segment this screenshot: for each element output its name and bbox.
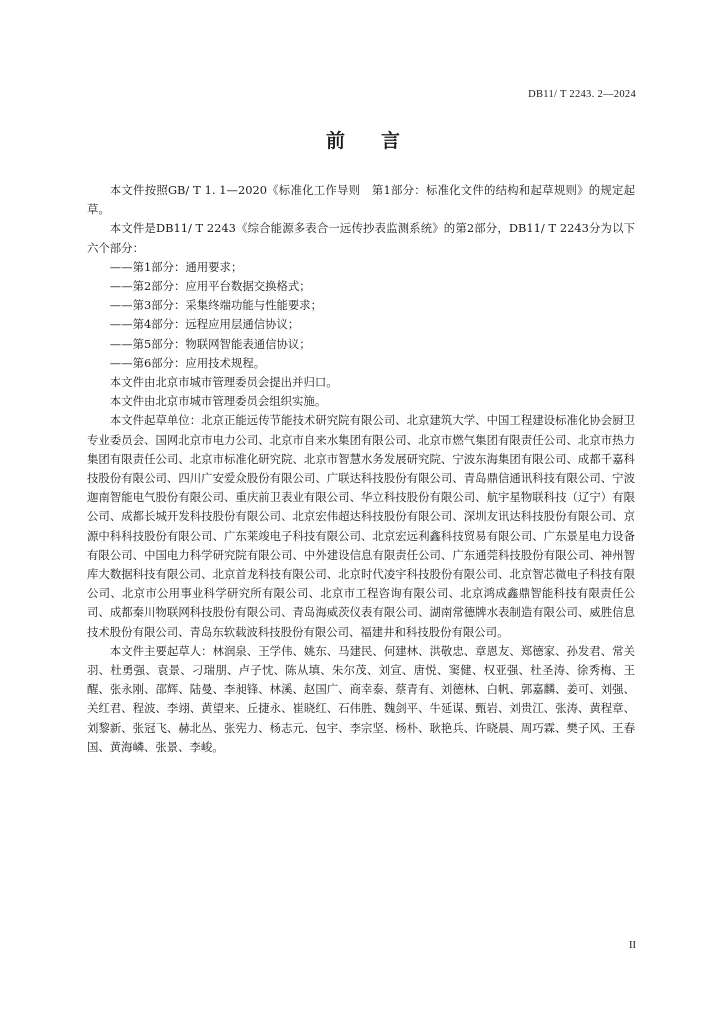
- list-item-part-2: ——第2部分：应用平台数据交换格式；: [109, 279, 311, 294]
- list-item-part-5: ——第5部分：物联网智能表通信协议；: [109, 336, 311, 351]
- title-char-1: 前: [326, 130, 346, 152]
- paragraph-drafters: 本文件主要起草人：林润泉、王学伟、姚东、马建民、何建林、洪敬忠、章恩友、郑德家、孙发君、常关羽、杜勇强、袁景、刁瑞朋、卢子忱、陈从填、朱尔茂、刘宣、唐悦、窦健、权亚强、杜圣涛、徐秀梅、王醒、张永刚、邵辉、陆曼、李昶锋、林溪、赵国广、商幸泰、蔡青有、刘德林、白帆、郭嘉麟、姜可、刘强、关红君、程波、李翊、黄望来、丘捷永、崔晓红、石伟胜、魏剑平、牛延谋、甄岩、刘贵江、张涛、黄程章、刘黎新、张冠飞、赫北丛、张宪力、杨志元、包宇、李宗坚、杨朴、耿艳兵、许晓晨、周巧霖、樊子风、王春国、黄海嶙、张景、李峻。: [87, 643, 635, 754]
- list-item-part-1: ——第1部分：通用要求；: [109, 259, 243, 274]
- list-item-part-4: ——第4部分：远程应用层通信协议；: [109, 317, 300, 332]
- paragraph-implementer: 本文件由北京市城市管理委员会组织实施。: [109, 394, 327, 409]
- paragraph-series-structure: 本文件是DB11/ T 2243《综合能源多表合一远传抄表监测系统》的第2部分，DB11/ T 2243分为以下六个部分：: [87, 221, 635, 255]
- paragraph-proposer: 本文件由北京市城市管理委员会提出并归口。: [109, 375, 338, 390]
- document-body: [87, 181, 635, 757]
- list-item-part-6: ——第6部分：应用技术规程。: [109, 355, 266, 370]
- standard-number: DB11/ T 2243. 2—2024: [528, 89, 636, 100]
- title-char-2: 言: [381, 130, 401, 152]
- paragraph-drafting-rules: 本文件按照GB/ T 1. 1—2020《标准化工作导则 第1部分：标准化文件的结构和起草规则》的规定起草。: [87, 183, 635, 217]
- paragraph-drafting-units: 本文件起草单位：北京正能远传节能技术研究院有限公司、北京建筑大学、中国工程建设标准化协会厨卫专业委员会、国网北京市电力公司、北京市自来水集团有限公司、北京市燃气集团有限责任公司、北京市热力集团有限责任公司、北京市标准化研究院、北京市智慧水务发展研究院、宁波东海集团有限公司、成都千嘉科技股份有限公司、四川广安爱众股份有限公司、广联达科技股份有限公司、青岛鼎信通讯科技有限公司、宁波迦南智能电气股份有限公司、重庆前卫表业有限公司、华立科技股份有限公司、航宇星物联科技（辽宁）有限公司、成都长城开发科技股份有限公司、北京宏伟超达科技股份有限公司、深圳友讯达科技股份有限公司、京源中科科技股份有限公司、广东莱竣电子科技有限公司、北京宏远利鑫科技贸易有限公司、广东景星电力设备有限公司、中国电力科学研究院有限公司、中外建设信息有限责任公司、广东通莞科技股份有限公司、神州智库大数据科技有限公司、北京首龙科技有限公司、北京时代凌宇科技股份有限公司、北京智芯微电子科技有限公司、北京市公用事业科学研究所有限公司、北京市工程咨询有限公司、北京鸿成鑫鼎智能科技有限责任公司、成都秦川物联网科技股份有限公司、青岛海威茨仪表有限公司、湖南常德牌水表制造有限公司、威胜信息技术股份有限公司、青岛东软载波科技股份有限公司、福建井和科技股份有限公司。: [87, 413, 635, 639]
- page-number: II: [629, 940, 636, 951]
- list-item-part-3: ——第3部分：采集终端功能与性能要求；: [109, 298, 323, 313]
